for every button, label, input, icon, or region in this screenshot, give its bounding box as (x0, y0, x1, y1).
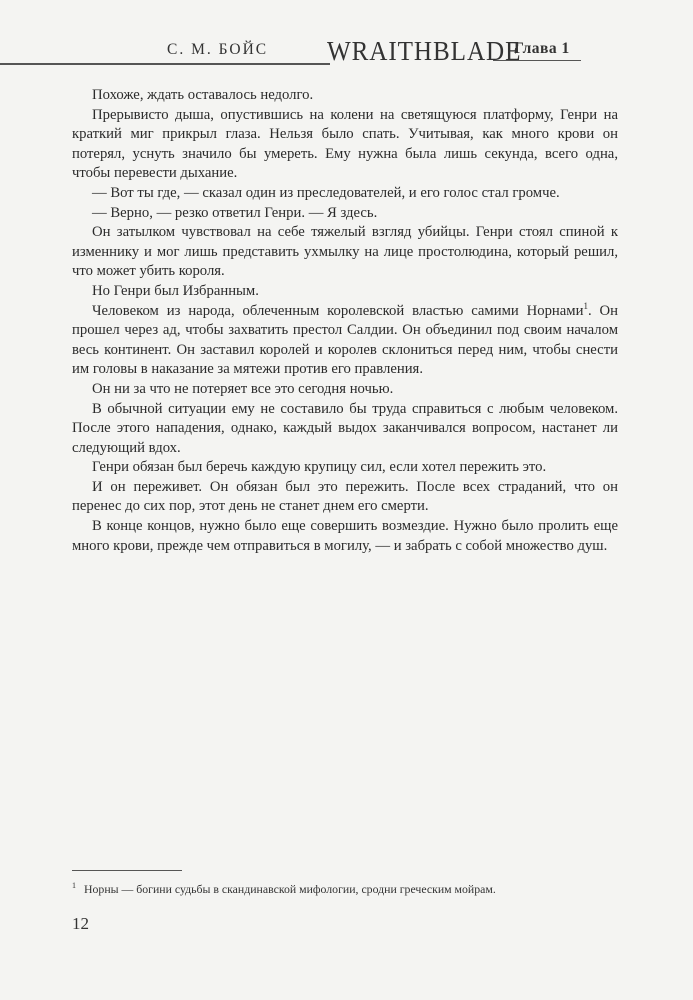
header-rule-right (493, 60, 581, 61)
footnote-marker: 1 (72, 881, 76, 890)
footnote-reference[interactable]: 1 (583, 300, 588, 311)
paragraph: Прерывисто дыша, опустившись на колени на светящуюся платформу, Генри на краткий миг прикрыл глаза. Нельзя было спать. Учитывая, как много крови он потерял, уснуть значило бы умереть. Ему нужна была лишь секунда, всего одна, чтобы перевести дыхание. (72, 106, 618, 182)
paragraph: Он затылком чувствовал на себе тяжелый взгляд убийцы. Генри стоял спиной к изменнику и мог лишь представить ухмылку на лице простолюдина, который решил, что может убить короля. (72, 224, 618, 280)
paragraph: — Вот ты где, — сказал один из преследователей, и его голос стал громче. (92, 184, 560, 201)
running-head-author: С. М. БОЙС (167, 41, 269, 58)
footnote-text: Норны — богини судьбы в скандинавской мифологии, сродни греческим мойрам. (84, 881, 496, 896)
footnote (72, 878, 632, 897)
paragraph: — Верно, — резко ответил Генри. — Я здесь. (92, 204, 378, 221)
book-title-logo: WRAITHBLADE (327, 36, 522, 66)
paragraph-text: Человеком из народа, облеченным королевской властью самими Норнами (92, 302, 584, 319)
paragraph: И он переживет. Он обязан был это пережить. После всех страданий, что он перенес до сих пор, этот день не станет днем его смерти. (72, 478, 618, 515)
running-head-chapter: Глава 1 (514, 40, 570, 57)
body-text (72, 86, 618, 556)
paragraph: Но Генри был Избранным. (92, 282, 259, 299)
paragraph: Он ни за что не потеряет все это сегодня ночью. (92, 380, 394, 397)
paragraph: Генри обязан был беречь каждую крупицу сил, если хотел пережить это. (92, 459, 547, 476)
paragraph: Похоже, ждать оставалось недолго. (92, 87, 314, 103)
paragraph: В конце концов, нужно было еще совершить возмездие. Нужно было пролить еще много крови, прежде чем отправиться в могилу, — и забрать с собой множество душ. (72, 518, 618, 554)
paragraph: В обычной ситуации ему не составило бы труда справиться с любым человеком. После этого нападения, однако, каждый выдох заканчивался вопросом, настанет ли следующий вдох. (72, 400, 618, 456)
running-header (0, 0, 693, 80)
page-number: 12 (72, 914, 89, 933)
paragraph-with-footnote: Человеком из народа, облеченным королевской властью самими Норнами$^1$. Он прошел через ад, чтобы захватить престол Салдии. Он объединил под своим началом весь континент. Он заставил королей и королев склониться перед ним, чтобы снести им головы в наказание за мятежи против его правления. (72, 300, 618, 378)
paragraph-text-continued: Он прошел через ад, чтобы захватить престол Салдии. Он объединил под своим началом весь континент. Он заставил королей и королев склониться перед ним, чтобы снести им головы в наказание за мятежи против его правления. (72, 302, 618, 378)
footnote-separator (72, 870, 182, 871)
header-rule-left (0, 63, 330, 65)
